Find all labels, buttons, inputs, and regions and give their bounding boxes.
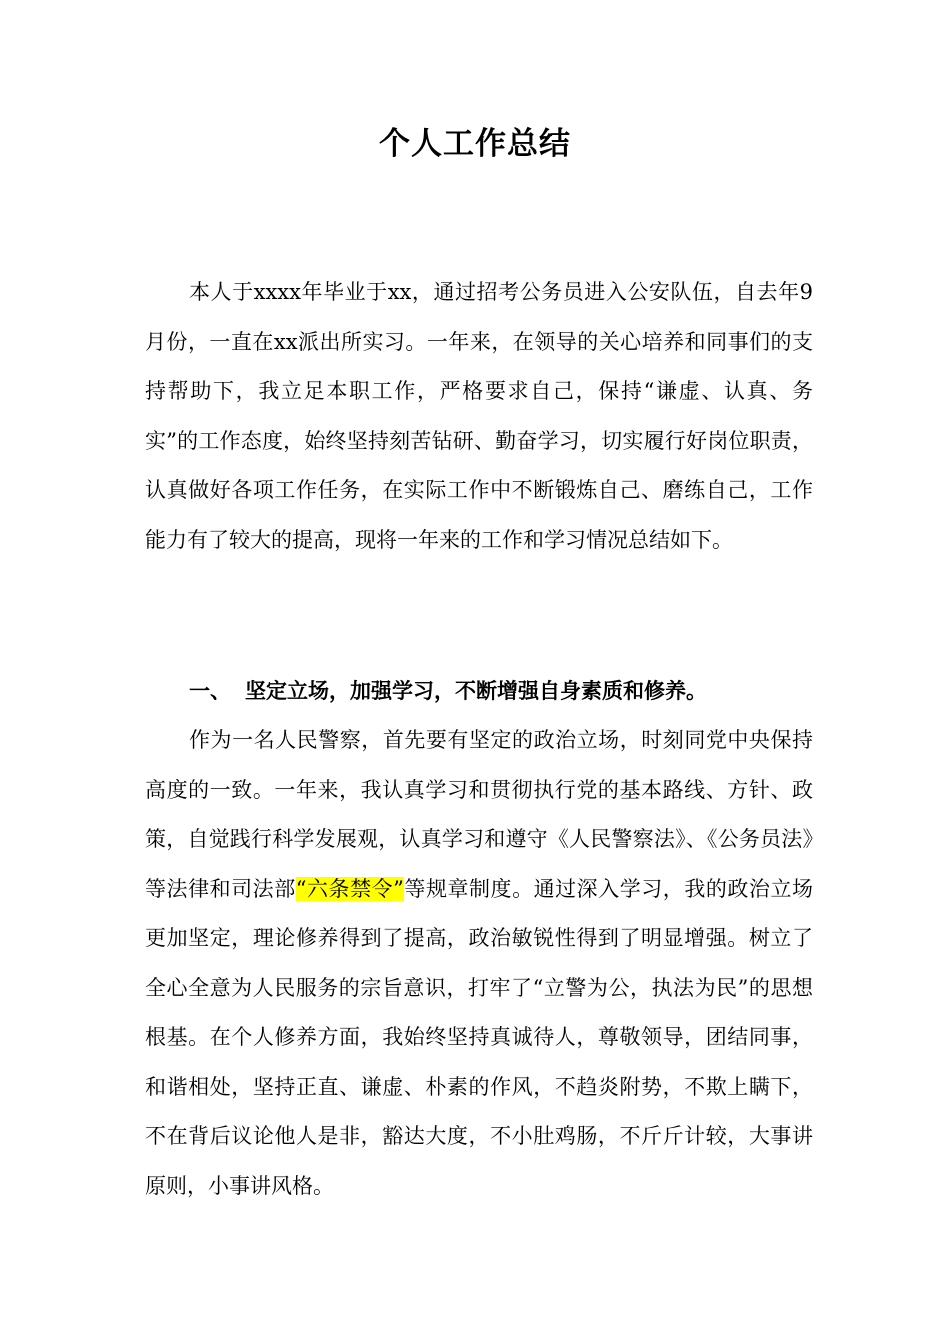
section-number: 一、 bbox=[189, 678, 231, 703]
section-heading-text: 坚定立场，加强学习，不断增强自身素质和修养。 bbox=[245, 678, 707, 703]
paragraph-text-after: 等规章制度。通过深入学习，我的政治立场更加坚定，理论修养得到了提高，政治敏锐性得到了明显增强。树立了全心全意为人民服务的宗旨意识，打牢了“立警为公，执法为民”的思想根基。在个人修养方面，我始终坚持真诚待人，尊敬领导，团结同事，和谐相处，坚持正直、谦虚、朴素的作风，不趋炎附势，不欺上瞒下，不在背后议论他人是非，豁达大度，不小肚鸡肠，不斤斤计较，大事讲原则，小事讲风格。 bbox=[145, 876, 813, 1198]
highlighted-phrase: “六条禁令” bbox=[295, 876, 404, 901]
paragraph-text-before: 作为一名人民警察，首先要有坚定的政治立场，时刻同党中央保持高度的一致。一年来，我认真学习和贯彻执行党的基本路线、方针、政策，自觉践行科学发展观，认真学习和遵守《人民警察法》、《公务员法》等法律和司法部 bbox=[145, 728, 813, 901]
section-paragraph bbox=[145, 716, 813, 1211]
section-heading bbox=[189, 666, 829, 716]
document-title: 个人工作总结 bbox=[379, 126, 571, 162]
intro-paragraph: 本人于xxxx年毕业于xx，通过招考公务员进入公安队伍，自去年9月份，一直在xx派出所实习。一年来，在领导的关心培养和同事们的支持帮助下，我立足本职工作，严格要求自己，保持“谦虚、认真、务实”的工作态度，始终坚持刻苦钻研、勤奋学习，切实履行好岗位职责，认真做好各项工作任务，在实际工作中不断锻炼自己、磨练自己，工作能力有了较大的提高，现将一年来的工作和学习情况总结如下。 bbox=[145, 280, 813, 552]
